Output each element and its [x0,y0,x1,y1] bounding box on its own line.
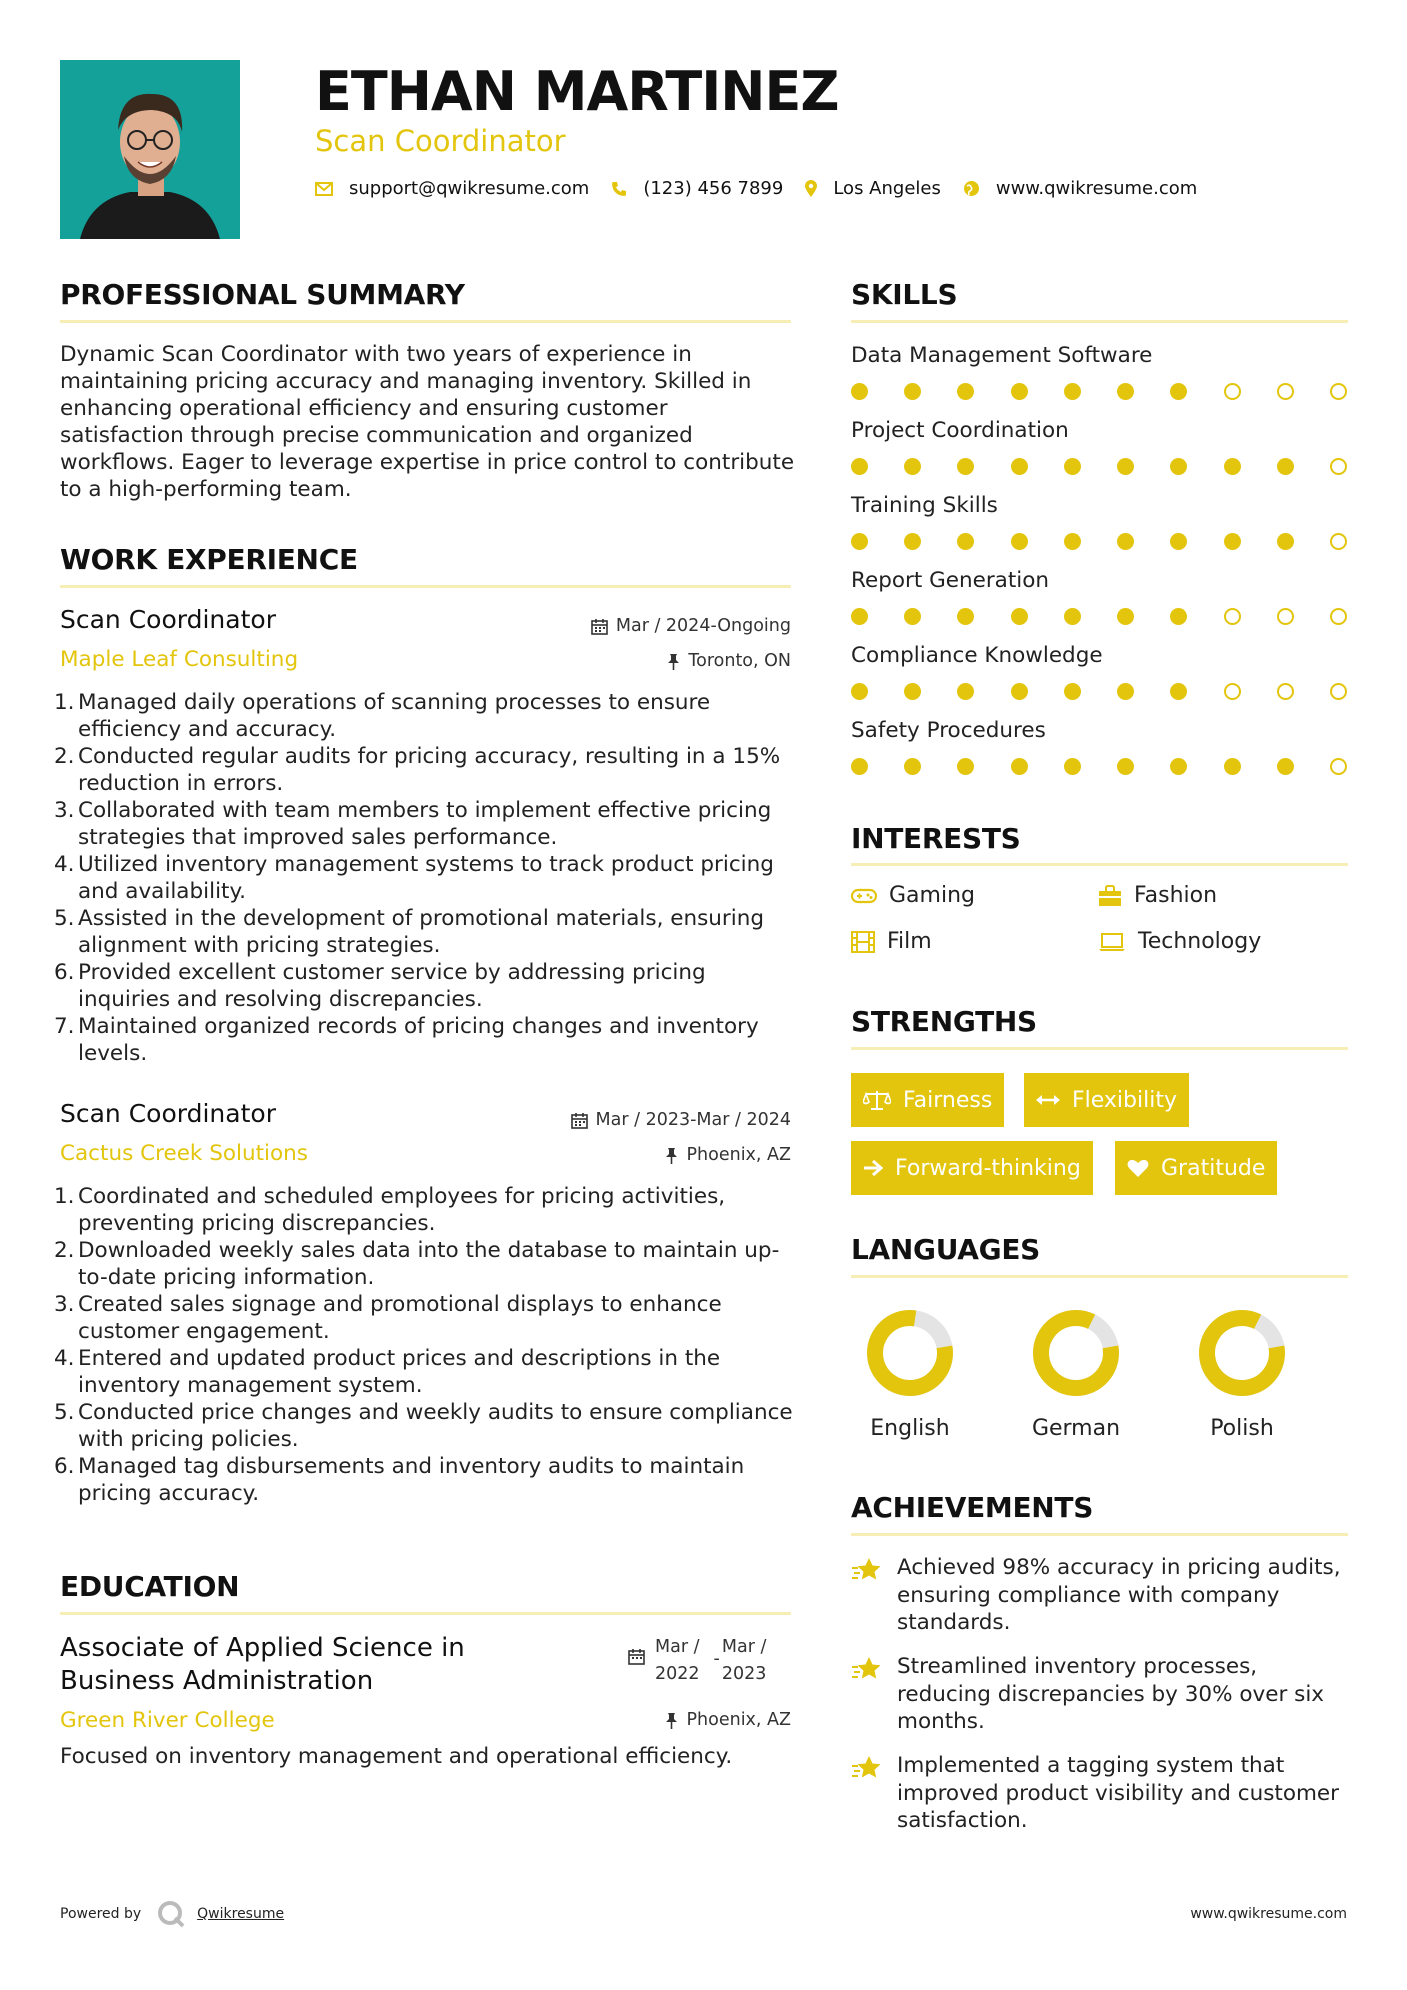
bag-icon [1098,885,1122,907]
rating-dot-filled [1064,383,1081,400]
education-description: Focused on inventory management and operational efficiency. [60,1744,733,1769]
calendar-icon [628,1648,645,1665]
rating-dot-filled [1170,458,1187,475]
strength-tag: Forward-thinking [851,1141,1093,1195]
rating-dot-filled [904,758,921,775]
language-item: German [1016,1308,1136,1441]
rating-dot-empty [1277,683,1294,700]
summary-heading: PROFESSIONAL SUMMARY [60,278,465,311]
interest-item: Fashion [1098,883,1217,908]
calendar-icon [571,1112,588,1129]
skill-name: Compliance Knowledge [851,643,1103,668]
rating-dot-filled [904,458,921,475]
skill-rating [851,606,1347,626]
globe-icon [963,180,980,197]
contact-email[interactable] [315,178,589,199]
strengths-heading: STRENGTHS [851,1005,1037,1038]
star-icon [851,1754,883,1782]
rating-dot-empty [1330,383,1347,400]
arrow-right-icon [863,1159,883,1177]
rating-dot-filled [1011,533,1028,550]
phone-text: (123) 456 7899 [643,178,784,199]
contact-location [805,178,941,199]
job-title: Scan Coordinator [60,605,276,634]
skill-rating [851,531,1347,551]
company-name: Cactus Creek Solutions [60,1141,309,1166]
rating-dot-filled [1117,758,1134,775]
achievement-item: Achieved 98% accuracy in pricing audits, ensuring compliance with company standards. [851,1554,1351,1637]
language-item: English [850,1308,970,1441]
rating-dot-empty [1277,608,1294,625]
contact-website[interactable] [963,178,1197,199]
rating-dot-filled [851,533,868,550]
rating-dot-filled [1224,533,1241,550]
achievements-divider [851,1533,1348,1536]
pushpin-icon [665,1147,678,1164]
rating-dot-filled [1277,458,1294,475]
skill-rating [851,681,1347,701]
envelope-icon [315,182,333,196]
company-name: Maple Leaf Consulting [60,647,299,672]
job-date: Mar / 2024-Ongoing [591,616,791,636]
list-item: 3. Created sales signage and promotional displays to enhance customer engagement. [54,1292,722,1344]
strength-tag: Fairness [851,1073,1004,1127]
list-item: 6. Managed tag disbursements and inventory audits to maintain pricing accuracy. [54,1454,745,1506]
job-location: Toronto, ON [667,651,791,671]
rating-dot-filled [1064,608,1081,625]
rating-dot-filled [1170,383,1187,400]
arrows-horizontal-icon [1036,1093,1060,1107]
education-divider [60,1612,791,1615]
skill-name: Project Coordination [851,418,1069,443]
website-text: www.qwikresume.com [995,178,1198,199]
rating-dot-filled [851,608,868,625]
rating-dot-filled [1011,683,1028,700]
profile-photo [60,60,240,239]
rating-dot-filled [957,383,974,400]
rating-dot-filled [1064,683,1081,700]
strengths-divider [851,1047,1348,1050]
rating-dot-filled [851,758,868,775]
rating-dot-filled [1117,533,1134,550]
strength-tag: Flexibility [1024,1073,1189,1127]
interests-heading: INTERESTS [851,822,1021,855]
skill-rating [851,456,1347,476]
list-item: 7. Maintained organized records of pricing changes and inventory levels. [54,1014,759,1066]
rating-dot-filled [851,683,868,700]
rating-dot-filled [904,608,921,625]
rating-dot-filled [957,458,974,475]
footer-url[interactable]: www.qwikresume.com [1190,1906,1347,1922]
candidate-name: ETHAN MARTINEZ [315,60,839,123]
rating-dot-empty [1224,683,1241,700]
list-item: 3. Collaborated with team members to implement effective pricing strategies that improved sales performance. [54,798,772,850]
rating-dot-filled [1117,683,1134,700]
rating-dot-filled [1170,608,1187,625]
skill-rating [851,381,1347,401]
rating-dot-filled [904,683,921,700]
school-name: Green River College [60,1708,275,1733]
interest-item: Technology [1098,929,1261,954]
language-donut [865,1308,955,1398]
language-item: Polish [1182,1308,1302,1441]
skill-name: Safety Procedures [851,718,1046,743]
rating-dot-filled [1170,533,1187,550]
rating-dot-empty [1330,608,1347,625]
job-title: Scan Coordinator [60,1099,276,1128]
achievements-heading: ACHIEVEMENTS [851,1491,1094,1524]
rating-dot-empty [1224,608,1241,625]
heart-icon [1127,1158,1149,1178]
degree-title: Associate of Applied Science in Business Administration [60,1633,465,1696]
list-item: 6. Provided excellent customer service by addressing pricing inquiries and resolving discrepancies. [54,960,706,1012]
rating-dot-empty [1330,683,1347,700]
list-item: 1. Coordinated and scheduled employees for pricing activities, preventing pricing discrepancies. [54,1184,726,1236]
skill-rating [851,756,1347,776]
skill-name: Training Skills [851,493,998,518]
list-item: 4. Utilized inventory management systems to track product pricing and availability. [54,852,774,904]
pushpin-icon [665,1712,678,1729]
list-item: 4. Entered and updated product prices and descriptions in the inventory management system. [54,1346,721,1398]
languages-heading: LANGUAGES [851,1233,1041,1266]
star-icon [851,1556,883,1584]
skill-name: Data Management Software [851,343,1153,368]
experience-heading: WORK EXPERIENCE [60,543,358,576]
experience-divider [60,585,791,588]
rating-dot-filled [1011,383,1028,400]
location-text: Los Angeles [833,178,941,199]
interest-item: Gaming [851,883,975,908]
job-location: Phoenix, AZ [665,1145,791,1165]
list-item: 2. Conducted regular audits for pricing accuracy, resulting in a 15% reduction in errors. [54,744,781,796]
rating-dot-filled [1064,758,1081,775]
strength-tag: Gratitude [1115,1141,1277,1195]
pushpin-icon [667,653,680,670]
rating-dot-filled [957,758,974,775]
rating-dot-filled [957,608,974,625]
skills-divider [851,320,1348,323]
rating-dot-filled [1011,608,1028,625]
skill-name: Report Generation [851,568,1050,593]
list-item: 5. Conducted price changes and weekly audits to ensure compliance with pricing policies. [54,1400,793,1452]
rating-dot-empty [1224,383,1241,400]
rating-dot-empty [1277,383,1294,400]
rating-dot-filled [904,383,921,400]
star-icon [851,1655,883,1683]
rating-dot-filled [1170,683,1187,700]
rating-dot-filled [957,533,974,550]
email-text: support@qwikresume.com [349,178,590,199]
rating-dot-filled [1117,608,1134,625]
achievement-item: Streamlined inventory processes, reducing discrepancies by 30% over six months. [851,1653,1351,1736]
rating-dot-filled [957,683,974,700]
job-bullets [54,1183,794,1507]
education-location: Phoenix, AZ [665,1710,791,1730]
language-donut [1197,1308,1287,1398]
rating-dot-filled [1277,533,1294,550]
skills-heading: SKILLS [851,278,958,311]
rating-dot-filled [904,533,921,550]
film-icon [851,931,875,953]
rating-dot-filled [1224,458,1241,475]
qwikresume-link[interactable]: Qwikresume [197,1906,285,1922]
map-pin-icon [805,180,817,198]
job-date: Mar / 2023-Mar / 2024 [571,1110,791,1130]
rating-dot-empty [1330,533,1347,550]
laptop-icon [1098,932,1126,952]
contact-phone[interactable] [611,178,783,199]
calendar-icon [591,618,608,635]
achievement-item: Implemented a tagging system that improved product visibility and customer satisfaction. [851,1752,1351,1835]
education-date: Mar / 2022 - Mar / 2023 [628,1634,766,1688]
rating-dot-filled [1064,533,1081,550]
summary-divider [60,320,791,323]
rating-dot-filled [1011,758,1028,775]
balance-scale-icon [863,1089,891,1111]
rating-dot-filled [851,383,868,400]
summary-text: Dynamic Scan Coordinator with two years of experience in maintaining pricing accuracy and managing inventory. Skilled in enhancing operational efficiency and ensuring customer satisfaction through precise communication and organized workflows. Eager to leverage expertise in price control to contribute to a high-performing team. [60,342,795,502]
interest-item: Film [851,929,932,954]
footer-powered-by: Powered by Qwikresume [60,1898,284,1930]
rating-dot-filled [1117,383,1134,400]
job-bullets [54,689,794,1067]
rating-dot-empty [1330,458,1347,475]
rating-dot-filled [1170,758,1187,775]
qwikresume-logo-icon [155,1898,187,1930]
list-item: 1. Managed daily operations of scanning processes to ensure efficiency and accuracy. [54,690,711,742]
education-heading: EDUCATION [60,1570,240,1603]
rating-dot-filled [1277,758,1294,775]
languages-divider [851,1275,1348,1278]
rating-dot-filled [1117,458,1134,475]
rating-dot-filled [1011,458,1028,475]
rating-dot-filled [851,458,868,475]
rating-dot-filled [1064,458,1081,475]
language-donut [1031,1308,1121,1398]
gamepad-icon [851,888,877,904]
list-item: 2. Downloaded weekly sales data into the database to maintain up-to-date pricing information. [54,1238,780,1290]
contact-bar [315,178,1219,199]
rating-dot-empty [1330,758,1347,775]
rating-dot-filled [1224,758,1241,775]
list-item: 5. Assisted in the development of promotional materials, ensuring alignment with pricing strategies. [54,906,765,958]
interests-divider [851,863,1348,866]
phone-icon [611,181,627,197]
candidate-role: Scan Coordinator [315,124,566,158]
